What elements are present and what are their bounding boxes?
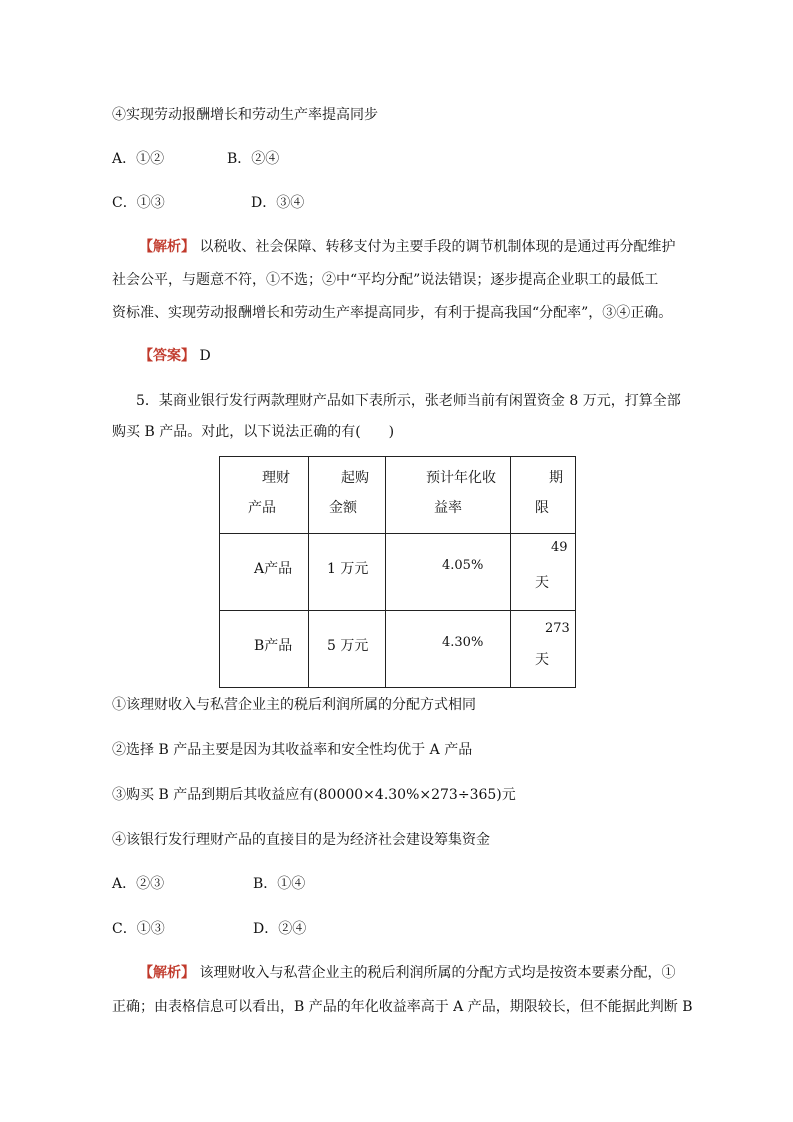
q5-item-4: ④该银行发行理财产品的直接目的是为经济社会建设筹集资金: [112, 832, 490, 848]
q4-option-a: A．①②: [112, 151, 165, 167]
answer-tag: 【答案】: [139, 348, 195, 364]
table-row: [220, 534, 576, 611]
q4-answer: [139, 345, 211, 365]
cell-text: A产品: [254, 561, 293, 577]
cell-term: [511, 534, 576, 611]
table-row: [220, 611, 576, 688]
cell-product: [220, 534, 309, 611]
q4-analysis-line-1: [139, 236, 675, 256]
cell-text: 天: [535, 652, 549, 668]
cell-text: B产品: [254, 638, 293, 654]
q5-option-d: D．②④: [253, 921, 307, 937]
product-table: [219, 456, 576, 688]
header-text: 益率: [434, 500, 462, 516]
cell-text: 4.05%: [442, 558, 484, 573]
q5-item-3: ③购买 B 产品到期后其收益应有(80000×4.30%×273÷365)元: [112, 787, 516, 803]
table-header-row: [220, 457, 576, 534]
header-cell-product: [220, 457, 309, 534]
q5-option-b: B．①④: [253, 876, 306, 892]
cell-text: 天: [535, 575, 549, 591]
cell-amount: [309, 534, 386, 611]
q4-analysis-line-3: 资标准、实现劳动报酬增长和劳动生产率提高同步，有利于提高我国“分配率”，③④正确。: [112, 305, 673, 321]
cell-text: 273: [545, 621, 570, 636]
header-text: 限: [535, 500, 549, 516]
q5-analysis-line-2: 正确；由表格信息可以看出，B 产品的年化收益率高于 A 产品，期限较长，但不能据此判断 B: [112, 999, 693, 1015]
cell-text: 5 万元: [327, 638, 369, 654]
q4-item-4: ④实现劳动报酬增长和劳动生产率提高同步: [112, 107, 378, 123]
q5-option-a: A．②③: [112, 876, 165, 892]
q4-analysis-line-2: 社会公平，与题意不符，①不选；②中“平均分配”说法错误；逐步提高企业职工的最低工: [112, 272, 659, 288]
analysis-tag: 【解析】: [139, 965, 195, 981]
q4-option-c: C．①③: [112, 195, 165, 211]
header-cell-term: [511, 457, 576, 534]
answer-value: D: [199, 348, 211, 364]
cell-term: [511, 611, 576, 688]
cell-text: 4.30%: [442, 635, 484, 650]
analysis-text: 以税收、社会保障、转移支付为主要手段的调节机制体现的是通过再分配维护: [199, 239, 676, 255]
header-cell-amount: [309, 457, 386, 534]
cell-rate: [386, 611, 511, 688]
cell-text: 1 万元: [327, 561, 369, 577]
header-text: 预计年化收: [426, 470, 496, 486]
q5-stem-line-2: 购买 B 产品。对此，以下说法正确的有( ): [112, 424, 395, 440]
q4-option-b: B．②④: [227, 151, 280, 167]
cell-text: 49: [551, 540, 568, 555]
header-cell-rate: [386, 457, 511, 534]
cell-amount: [309, 611, 386, 688]
header-text: 起购: [341, 470, 369, 486]
cell-product: [220, 611, 309, 688]
q5-item-1: ①该理财收入与私营企业主的税后利润所属的分配方式相同: [112, 697, 476, 713]
header-text: 期: [549, 470, 563, 486]
q4-option-d: D．③④: [251, 195, 305, 211]
header-text: 产品: [248, 500, 276, 516]
header-text: 理财: [262, 470, 290, 486]
q5-item-2: ②选择 B 产品主要是因为其收益率和安全性均优于 A 产品: [112, 742, 473, 758]
q5-stem-line-1: 5．某商业银行发行两款理财产品如下表所示，张老师当前有闲置资金 8 万元，打算全部: [136, 393, 681, 409]
analysis-tag: 【解析】: [139, 239, 195, 255]
cell-rate: [386, 534, 511, 611]
analysis-text: 该理财收入与私营企业主的税后利润所属的分配方式均是按资本要素分配，①: [199, 965, 676, 981]
header-text: 金额: [329, 500, 357, 516]
q5-analysis-line-1: [139, 962, 675, 982]
q5-option-c: C．①③: [112, 921, 165, 937]
